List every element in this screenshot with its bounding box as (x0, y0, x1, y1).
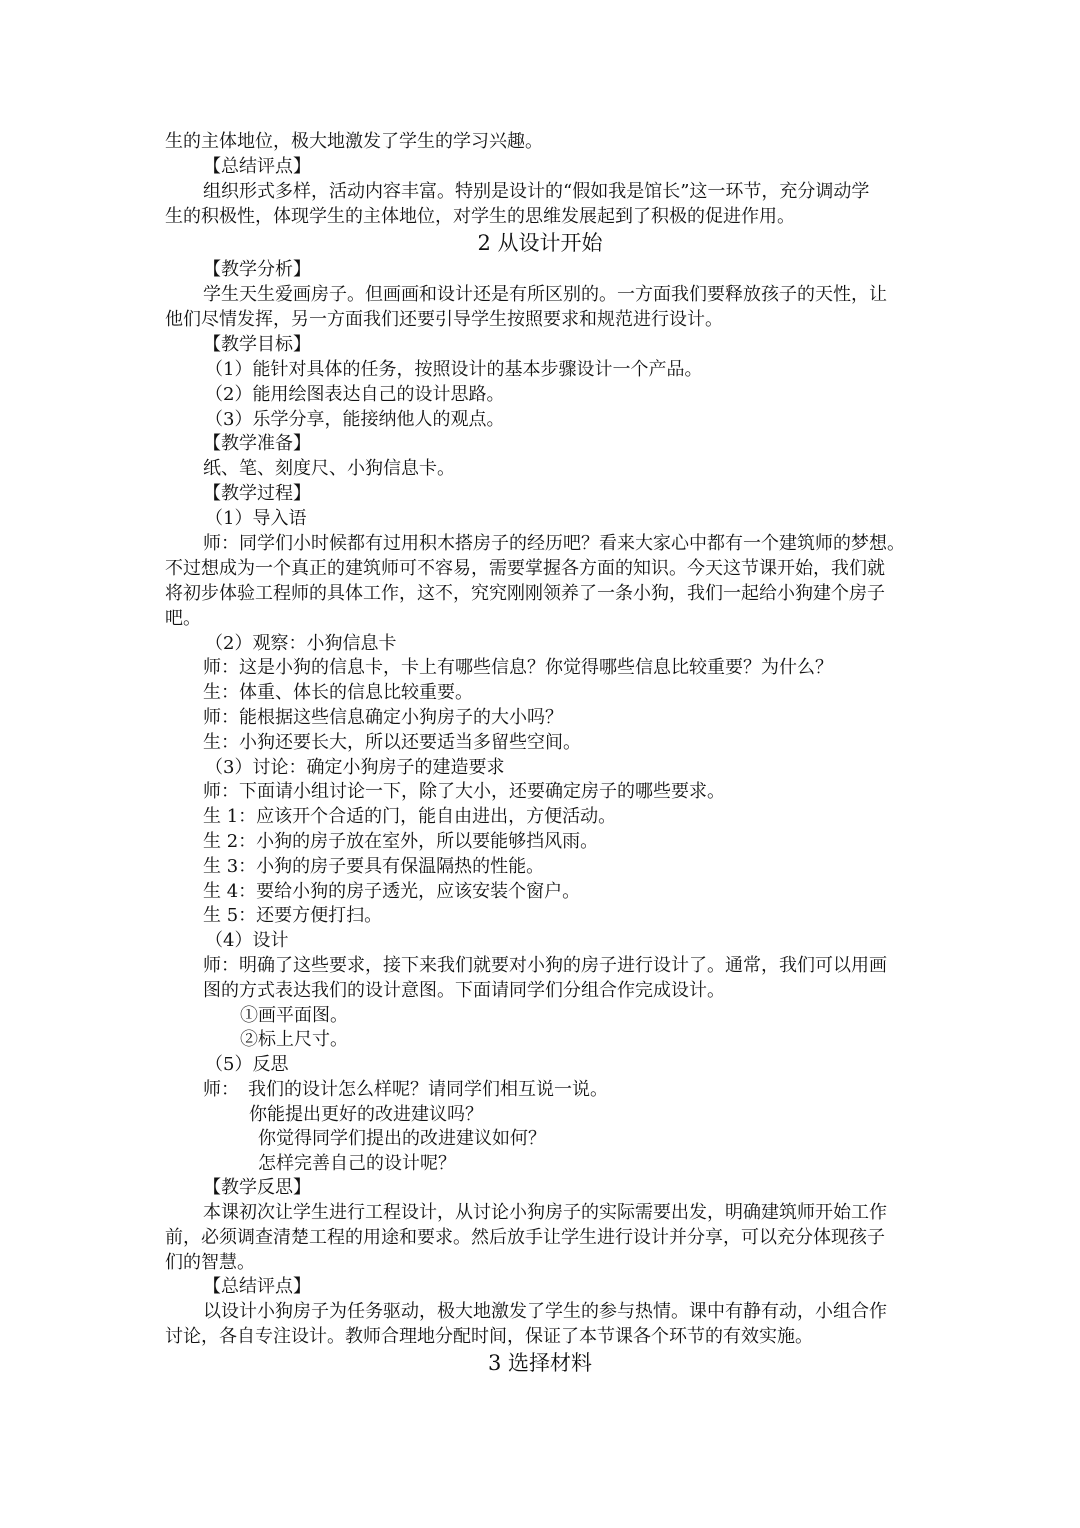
list-item: （2）能用绘图表达自己的设计思路。 (205, 384, 505, 405)
section-heading: 【教学分析】 (203, 259, 311, 280)
paragraph-line: 前，必须调查清楚工程的用途和要求。然后放手让学生进行设计并分享，可以充分体现孩子 (165, 1227, 885, 1248)
paragraph-line: 本课初次让学生进行工程设计，从讨论小狗房子的实际需要出发，明确建筑师开始工作 (203, 1202, 887, 1223)
dialogue-line: 生 5：还要方便打扫。 (203, 905, 383, 926)
paragraph-line: 学生天生爱画房子。但画画和设计还是有所区别的。一方面我们要释放孩子的天性，让 (203, 284, 887, 305)
paragraph-line: 纸、笔、刻度尺、小狗信息卡。 (203, 458, 455, 479)
section-heading: 【教学反思】 (203, 1177, 311, 1198)
dialogue-line: 师： 我们的设计怎么样呢？请同学们相互说一说。 (203, 1079, 608, 1100)
dialogue-line: 师：这是小狗的信息卡，卡上有哪些信息？你觉得哪些信息比较重要？为什么？ (203, 657, 833, 678)
lesson-title: 3 选择材料 (487, 1351, 593, 1375)
dialogue-line: 图的方式表达我们的设计意图。下面请同学们分组合作完成设计。 (203, 980, 725, 1001)
lesson-title: 2 从设计开始 (477, 231, 603, 255)
paragraph-line: 讨论，各自专注设计。教师合理地分配时间，保证了本节课各个环节的有效实施。 (165, 1326, 813, 1347)
step-label: （5）反思 (205, 1054, 289, 1075)
paragraph-line: 生的积极性，体现学生的主体地位，对学生的思维发展起到了积极的促进作用。 (165, 206, 795, 227)
list-item: ①画平面图。 (240, 1005, 348, 1026)
dialogue-line: 生 1：应该开个合适的门，能自由进出，方便活动。 (203, 806, 617, 827)
list-item: （1）能针对具体的任务，按照设计的基本步骤设计一个产品。 (205, 359, 703, 380)
list-item: ②标上尺寸。 (240, 1029, 348, 1050)
dialogue-line: 你觉得同学们提出的改进建议如何？ (258, 1128, 546, 1149)
step-label: （1）导入语 (205, 508, 307, 529)
dialogue-line: 生：体重、体长的信息比较重要。 (203, 682, 473, 703)
paragraph-line: 吧。 (165, 608, 201, 629)
section-heading: 【教学准备】 (203, 433, 311, 454)
paragraph-line: 以设计小狗房子为任务驱动，极大地激发了学生的参与热情。课中有静有动，小组合作 (203, 1301, 887, 1322)
paragraph-line: 组织形式多样，活动内容丰富。特别是设计的“假如我是馆长”这一环节，充分调动学 (203, 181, 870, 202)
step-label: （3）讨论：确定小狗房子的建造要求 (205, 757, 505, 778)
dialogue-line: 师：能根据这些信息确定小狗房子的大小吗？ (203, 707, 563, 728)
step-label: （2）观察：小狗信息卡 (205, 633, 397, 654)
dialogue-line: 你能提出更好的改进建议吗？ (249, 1104, 483, 1125)
paragraph-line: 不过想成为一个真正的建筑师可不容易，需要掌握各方面的知识。今天这节课开始，我们就 (165, 558, 885, 579)
dialogue-line: 生 2：小狗的房子放在室外，所以要能够挡风雨。 (203, 831, 599, 852)
section-heading: 【总结评点】 (203, 1276, 311, 1297)
section-heading: 【总结评点】 (203, 156, 311, 177)
paragraph-line: 他们尽情发挥，另一方面我们还要引导学生按照要求和规范进行设计。 (165, 309, 723, 330)
step-label: （4）设计 (205, 930, 289, 951)
paragraph-line: 师：同学们小时候都有过用积木搭房子的经历吧？看来大家心中都有一个建筑师的梦想。 (203, 533, 905, 554)
dialogue-line: 生：小狗还要长大，所以还要适当多留些空间。 (203, 732, 581, 753)
dialogue-line: 师：明确了这些要求，接下来我们就要对小狗的房子进行设计了。通常，我们可以用画 (203, 955, 887, 976)
dialogue-line: 怎样完善自己的设计呢？ (258, 1153, 456, 1174)
section-heading: 【教学目标】 (203, 334, 311, 355)
list-item: （3）乐学分享，能接纳他人的观点。 (205, 409, 505, 430)
dialogue-line: 师：下面请小组讨论一下，除了大小，还要确定房子的哪些要求。 (203, 781, 725, 802)
paragraph-line: 们的智慧。 (165, 1252, 255, 1273)
dialogue-line: 生 4：要给小狗的房子透光，应该安装个窗户。 (203, 881, 581, 902)
dialogue-line: 生 3：小狗的房子要具有保温隔热的性能。 (203, 856, 545, 877)
section-heading: 【教学过程】 (203, 483, 311, 504)
paragraph-line: 将初步体验工程师的具体工作，这不，究究刚刚领养了一条小狗，我们一起给小狗建个房子 (165, 583, 885, 604)
paragraph-line: 生的主体地位，极大地激发了学生的学习兴趣。 (165, 131, 543, 152)
